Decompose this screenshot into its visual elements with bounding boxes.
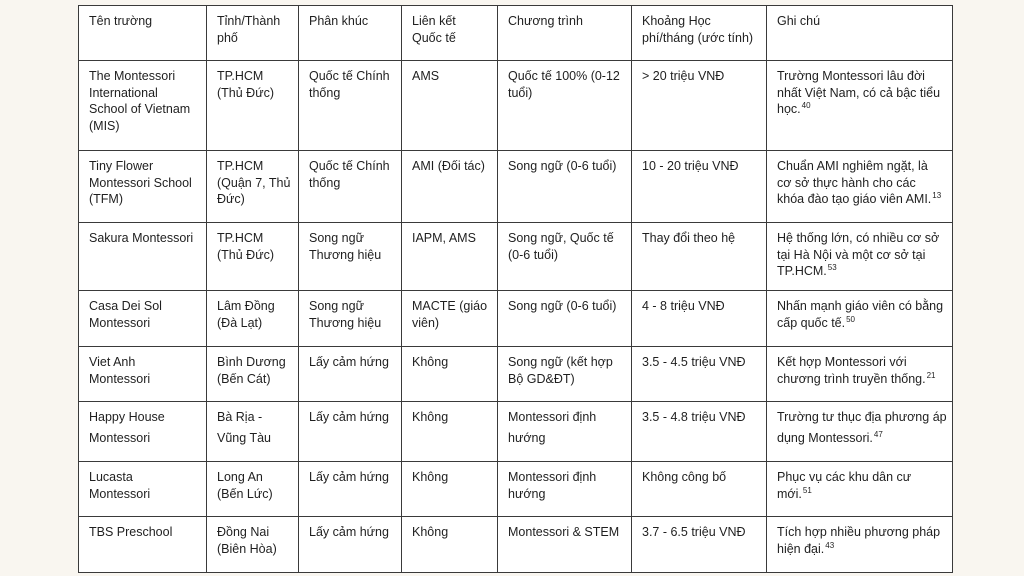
cell-fee: > 20 triệu VNĐ [632,61,767,151]
cell-note [767,291,953,347]
cell-segment: Lấy cảm hứng [299,517,402,573]
cell-school-name: Casa Dei Sol Montessori [79,291,207,347]
note-text: Chuẩn AMI nghiêm ngặt, là cơ sở thực hành cho các khóa đào tạo giáo viên AMI. [777,159,932,206]
cell-fee: 3.5 - 4.8 triệu VNĐ [632,402,767,462]
cell-fee: Thay đổi theo hệ [632,223,767,291]
header-row [79,6,953,61]
cell-segment: Lấy cảm hứng [299,462,402,517]
cell-location: TP.HCM (Thủ Đức) [207,223,299,291]
cell-program: Montessori định hướng [498,402,632,462]
citation-number: 21 [926,370,936,380]
note-text: Trường Montessori lâu đời nhất Việt Nam, có cả bậc tiểu học. [777,69,941,116]
table-row [79,291,953,347]
cell-affiliation: Không [402,462,498,517]
citation-number: 47 [873,430,883,439]
cell-program: Song ngữ (0-6 tuổi) [498,291,632,347]
table-row [79,462,953,517]
citation-number: 50 [846,314,856,324]
cell-program: Song ngữ (0-6 tuổi) [498,151,632,223]
cell-location: Lâm Đồng (Đà Lạt) [207,291,299,347]
note-text: Tích hợp nhiều phương pháp hiện đại. [777,525,941,556]
note-text: Trường tư thục địa phương áp dụng Montessori. [777,410,947,445]
citation-number: 51 [802,485,812,495]
table-row [79,223,953,291]
header-segment: Phân khúc [299,6,402,61]
cell-location: Bà Rịa - Vũng Tàu [207,402,299,462]
cell-fee: Không công bố [632,462,767,517]
header-program: Chương trình [498,6,632,61]
cell-affiliation: AMS [402,61,498,151]
table-row [79,347,953,402]
cell-fee: 4 - 8 triệu VNĐ [632,291,767,347]
cell-note [767,223,953,291]
cell-note [767,347,953,402]
montessori-schools-table [78,5,953,573]
cell-note [767,61,953,151]
cell-segment: Song ngữ Thương hiệu [299,291,402,347]
cell-fee: 3.7 - 6.5 triệu VNĐ [632,517,767,573]
cell-school-name: TBS Preschool [79,517,207,573]
cell-segment: Lấy cảm hứng [299,347,402,402]
table-row [79,61,953,151]
cell-location: Đồng Nai (Biên Hòa) [207,517,299,573]
cell-note [767,517,953,573]
cell-program: Song ngữ, Quốc tế (0-6 tuổi) [498,223,632,291]
cell-program: Quốc tế 100% (0-12 tuổi) [498,61,632,151]
header-location: Tỉnh/Thành phố [207,6,299,61]
header-affiliation: Liên kết Quốc tế [402,6,498,61]
cell-location: Bình Dương (Bến Cát) [207,347,299,402]
cell-affiliation: MACTE (giáo viên) [402,291,498,347]
cell-school-name: Tiny Flower Montessori School (TFM) [79,151,207,223]
cell-school-name: Lucasta Montessori [79,462,207,517]
cell-school-name: The Montessori International School of Vietnam (MIS) [79,61,207,151]
cell-school-name: Viet Anh Montessori [79,347,207,402]
cell-program: Montessori định hướng [498,462,632,517]
cell-school-name: Sakura Montessori [79,223,207,291]
table-row [79,402,953,462]
citation-number: 40 [801,101,811,110]
cell-note [767,462,953,517]
citation-number: 43 [825,540,835,550]
cell-segment: Lấy cảm hứng [299,402,402,462]
cell-segment: Quốc tế Chính thống [299,151,402,223]
cell-note [767,151,953,223]
table-row [79,151,953,223]
citation-number: 53 [827,263,837,272]
cell-program: Montessori & STEM [498,517,632,573]
cell-affiliation: IAPM, AMS [402,223,498,291]
cell-fee: 10 - 20 triệu VNĐ [632,151,767,223]
header-fee: Khoảng Học phí/tháng (ước tính) [632,6,767,61]
cell-segment: Quốc tế Chính thống [299,61,402,151]
note-text: Phục vụ các khu dân cư mới. [777,470,912,501]
cell-location: Long An (Bến Lức) [207,462,299,517]
header-school-name: Tên trường [79,6,207,61]
note-text: Nhấn mạnh giáo viên có bằng cấp quốc tế. [777,299,944,330]
cell-affiliation: Không [402,347,498,402]
cell-location: TP.HCM (Thủ Đức) [207,61,299,151]
cell-affiliation: AMI (Đối tác) [402,151,498,223]
note-text: Kết hợp Montessori với chương trình truyền thống. [777,355,926,386]
cell-location: TP.HCM (Quận 7, Thủ Đức) [207,151,299,223]
citation-number: 13 [932,191,942,200]
cell-segment: Song ngữ Thương hiệu [299,223,402,291]
cell-fee: 3.5 - 4.5 triệu VNĐ [632,347,767,402]
cell-affiliation: Không [402,402,498,462]
header-note: Ghi chú [767,6,953,61]
cell-school-name: Happy House Montessori [79,402,207,462]
cell-note [767,402,953,462]
cell-program: Song ngữ (kết hợp Bộ GD&ĐT) [498,347,632,402]
table-row [79,517,953,573]
cell-affiliation: Không [402,517,498,573]
note-text: Hệ thống lớn, có nhiều cơ sở tại Hà Nội và một cơ sở tại TP.HCM. [777,231,940,278]
